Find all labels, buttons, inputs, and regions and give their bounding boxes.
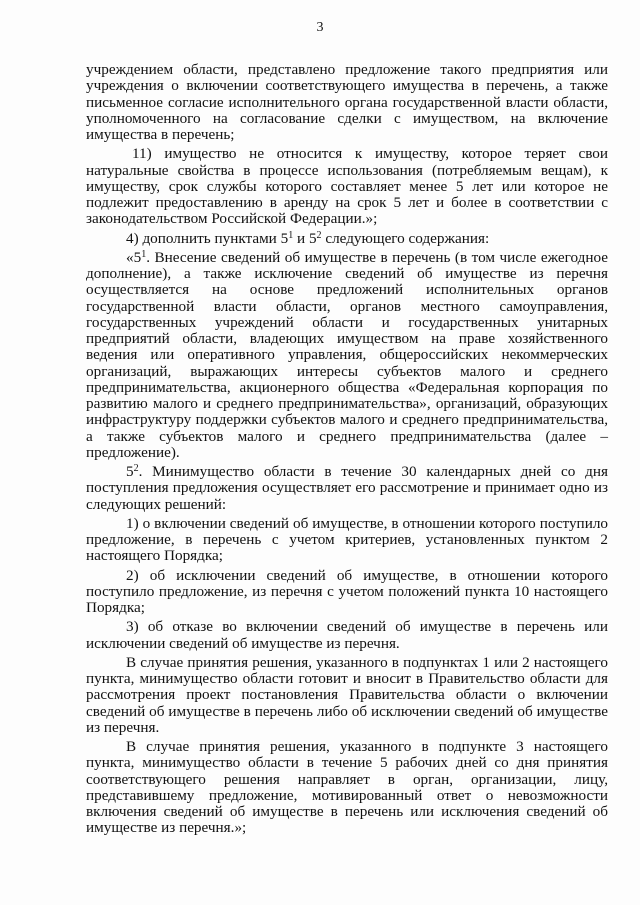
item-4-sup-2: 2	[316, 229, 322, 241]
paragraph-point-5-1	[86, 250, 608, 461]
point-5-2-text-a: 5	[126, 463, 134, 480]
paragraph-decision-2: 2) об исключении сведений об имуществе, в отношении которого поступило предложение, из перечня с учетом положений пункта 10 настоящего Порядка;	[86, 566, 608, 616]
item-4-text-b: и 5	[293, 229, 317, 247]
paragraph-decision-3: 3) об отказе во включении сведений об имуществе в перечень или исключении сведений об имуществе из перечня.	[86, 618, 608, 652]
document-body	[86, 62, 608, 840]
point-5-1-sup: 1	[141, 248, 147, 260]
point-5-2-sup: 2	[133, 463, 139, 474]
paragraph-case-1-2: В случае принятия решения, указанного в подпунктах 1 или 2 настоящего пункта, минимущество области готовит и вносит в Правительство области для рассмотрения проект постановления Правительства области о включении сведений об имуществе в перечень либо об исключении сведений об имуществе из перечня.	[86, 653, 608, 736]
point-5-1-text-a: «5	[126, 248, 142, 266]
paragraph-1-continuation: учреждением области, представлено предложение такого предприятия или учреждения о включении соответствующего имущества в перечень, а также письменное согласие исполнительного органа государственной власти области, уполномоченного на согласование сделки с имуществом, на включение имущества в перечень;	[86, 61, 608, 143]
paragraph-case-3: В случае принятия решения, указанного в подпункте 3 настоящего пункта, минимущество области в течение 5 рабочих дней со дня принятия соответствующего решения направляет в орган, организации, лицу, представившему предложение, мотивированный ответ о невозможности включения сведений об имуществе в перечень или исключения сведений об имуществе из перечня.»;	[86, 738, 608, 837]
paragraph-decision-1: 1) о включении сведений об имуществе, в отношении которого поступило предложение, в перечень с учетом критериев, установленных пунктом 2 настоящего Порядка;	[86, 514, 608, 565]
point-5-1-text-b: . Внесение сведений об имуществе в перечень (в том числе ежегодное дополнение), а также исключение сведений об имуществе из перечня осуществляется на основе предложений исполнительных органов государственной власти области, органов местного самоуправления, государственных учреждений области и государственных унитарных предприятий области, владеющих имуществом на праве хозяйственного ведения или оперативного управления, общероссийских некоммерческих организаций, выражающих интересы субъектов малого и среднего предпринимательства, акционерного общества «Федеральная корпорация по развитию малого и среднего предпринимательства», организаций, образующих инфраструктуру поддержки субъектов малого и среднего предпринимательства, а также субъектов малого и среднего предпринимательства (далее – предложение).	[86, 248, 608, 461]
paragraph-point-5-2	[86, 464, 608, 513]
paragraph-item-4	[86, 231, 608, 247]
page-number: 3	[316, 20, 324, 35]
item-4-text-a: 4) дополнить пунктами 5	[126, 229, 289, 247]
paragraph-item-11: 11) имущество не относится к имуществу, которое теряет свои натуральные свойства в процессе использования (потребляемым вещам), к имуществу, срок службы которого составляет менее 5 лет или которое не подлежит предоставлению в аренду на срок 5 лет и более в соответствии с законодательством Российской Федерации.»;	[86, 145, 608, 228]
item-4-text-c: следующего содержания:	[321, 229, 490, 247]
point-5-2-text-b: . Минимущество области в течение 30 календарных дней со дня поступления предложения осуществляет его рассмотрение и принимает одно из следующих решений:	[86, 463, 608, 513]
item-4-sup-1: 1	[288, 229, 294, 241]
